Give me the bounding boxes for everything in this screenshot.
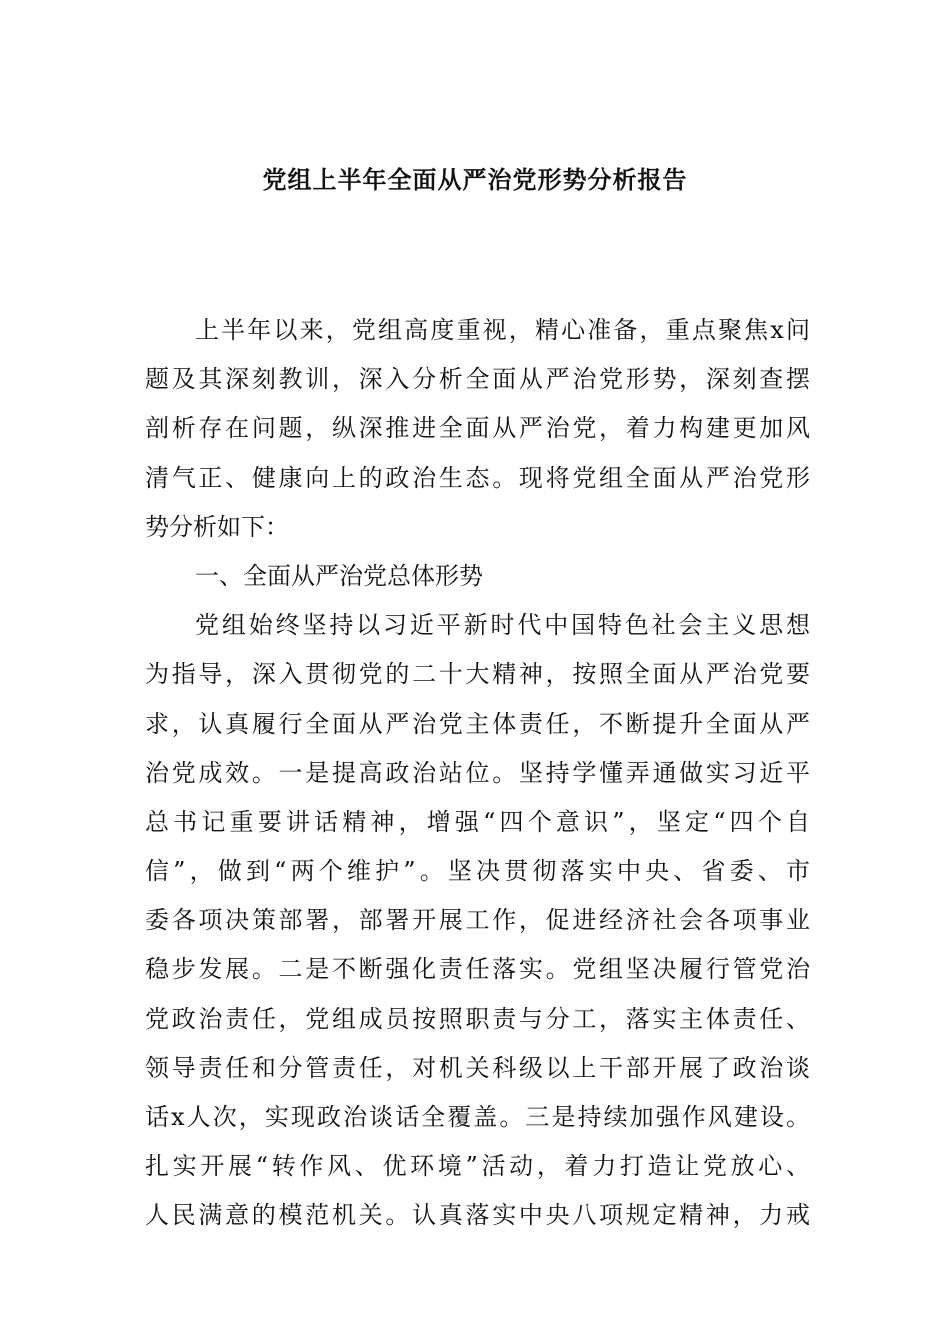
paragraph-line: 党政治责任，党组成员按照职责与分工，落实主体责任、 [145, 1004, 810, 1033]
paragraph-line: 为指导，深入贯彻党的二十大精神，按照全面从严治党要 [145, 660, 810, 689]
paragraph-line: 总书记重要讲话精神，增强“四个意识”，坚定“四个自 [145, 807, 810, 836]
paragraph-line: 题及其深刻教训，深入分析全面从严治党形势，深刻查摆 [145, 365, 810, 394]
paragraph-line: 求，认真履行全面从严治党主体责任，不断提升全面从严 [145, 709, 810, 738]
paragraph-line: 人民满意的模范机关。认真落实中央八项规定精神，力戒 [145, 1201, 810, 1230]
section-heading: 一、全面从严治党总体形势 [195, 561, 483, 590]
document-body [145, 306, 810, 1241]
paragraph-line: 党组始终坚持以习近平新时代中国特色社会主义思想 [195, 611, 810, 640]
paragraph-line: 势分析如下： [145, 512, 289, 541]
paragraph-line: 上半年以来，党组高度重视，精心准备，重点聚焦x问 [195, 316, 810, 344]
paragraph-line: 委各项决策部署，部署开展工作，促进经济社会各项事业 [145, 906, 810, 935]
paragraph-line: 信”，做到“两个维护”。坚决贯彻落实中央、省委、市 [145, 857, 810, 886]
paragraph-line: 话x人次，实现政治谈话全覆盖。三是持续加强作风建设。 [145, 1103, 810, 1131]
paragraph-line: 清气正、健康向上的政治生态。现将党组全面从严治党形 [145, 463, 810, 492]
paragraph-line: 治党成效。一是提高政治站位。坚持学懂弄通做实习近平 [145, 758, 810, 787]
paragraph-line: 领导责任和分管责任，对机关科级以上干部开展了政治谈 [145, 1053, 810, 1082]
paragraph-line: 稳步发展。二是不断强化责任落实。党组坚决履行管党治 [145, 955, 810, 984]
paragraph-line: 扎实开展“转作风、优环境”活动，着力打造让党放心、 [145, 1152, 810, 1181]
paragraph-line: 剖析存在问题，纵深推进全面从严治党，着力构建更加风 [145, 414, 810, 443]
document-title: 党组上半年全面从严治党形势分析报告 [262, 165, 688, 194]
